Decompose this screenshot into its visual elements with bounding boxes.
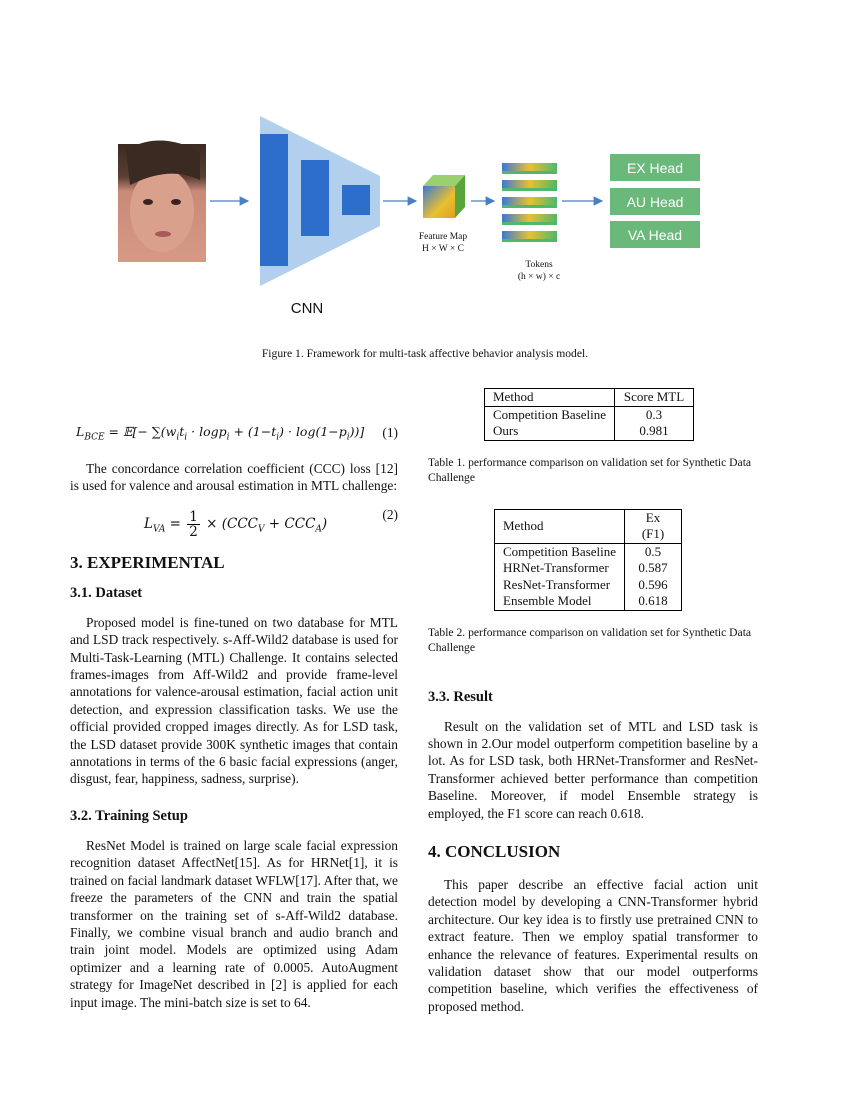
cnn-block (260, 116, 380, 286)
table-row (495, 543, 682, 560)
tokens-stack (502, 163, 557, 242)
table-cell: Competition Baseline (495, 543, 625, 560)
token-bar (502, 231, 557, 242)
feature-map-label: Feature Map (418, 232, 468, 242)
table-cell: 0.981 (615, 423, 694, 440)
section-4-heading: 4. CONCLUSION (428, 841, 561, 861)
ccc-paragraph: The concordance correlation coefficient (CCC) loss [12] is used for valence and arousal estimation in MTL challenge: (70, 461, 398, 494)
result-paragraph: Result on the validation set of MTL and LSD task is shown in 2.Our model outperform competition baseline by a lot. As for LSD task, both HRNet-Transformer and ResNet-Transformer achieved better performance than competition Baseline. Moreover, if model Ensemble strategy is employed, the F1 score can reach 0.618. (428, 718, 758, 821)
equation-2-number: (2) (382, 506, 398, 522)
table-cell: Ours (485, 423, 615, 440)
equation-2-body: $L_{VA}$ = $\frac{1}{2}$ × $(CCC_V + CCC_A)$ (144, 508, 328, 540)
feature-map-cube (423, 175, 465, 218)
table-row (495, 577, 682, 594)
va-head (610, 221, 700, 248)
table-cell: 0.3 (615, 406, 694, 423)
table-1 (484, 388, 694, 441)
section-3-heading: 3. EXPERIMENTAL (70, 552, 225, 572)
section-3-2-heading: 3.2. Training Setup (70, 807, 188, 824)
au-head (610, 188, 700, 215)
right-column (428, 388, 758, 1015)
equation-1-number: (1) (382, 425, 398, 440)
table-2-header-method: Method (495, 509, 625, 543)
table-2 (494, 509, 682, 611)
ex-head-label: EX Head (626, 160, 684, 176)
token-bar (502, 214, 557, 225)
dataset-paragraph: Proposed model is fine-tuned on two database for MTL and LSD track respectively. s-Aff-Wild2 database is used for Multi-Task-Learning (MTL) Challenge. It contains selected frames-images from Aff-Wild2 and provide frame-level annotations for valence-arousal estimation, facial action unit detection, and expression classification tasks. We use the official provided cropped images directly. As for LSD task, the LSD dataset provide 300K synthetic images that contain annotations in terms of the 6 basic facial expressions (anger, disgust, fear, happiness, sadness, surprise). (70, 614, 398, 787)
equation-1-body: $L_{BCE}$ = 𝔼[− $\sum(w_it_i \cdot \log p_i + (1-t_i) \cdot \log(1-p_i))$] (76, 424, 365, 443)
table-row (485, 423, 694, 440)
equation-2 (70, 499, 398, 539)
table-cell: Ensemble Model (495, 593, 625, 610)
conclusion-paragraph: This paper describe an effective facial action unit detection model by developing a CNN-Transformer hybrid architecture. Our key idea is to firstly use pretrained CNN to extract feature. Then we employ spatial transformer to enhance the relevance of features. Experimental results on validation dataset show that our model outperforms competition baseline, which verifies the effectiveness of proposed method. (428, 876, 758, 1014)
table-1-header-score: Score MTL (615, 389, 694, 407)
feature-map-dims: H × W × C (421, 244, 465, 254)
table-row (495, 593, 682, 610)
figure-caption: Figure 1. Framework for multi-task affective behavior analysis model. (261, 347, 589, 360)
cnn-label: CNN (290, 300, 324, 317)
table-2-header-ex: Ex (F1) (625, 509, 682, 543)
section-3-3-heading: 3.3. Result (428, 688, 493, 705)
table-cell: 0.5 (625, 543, 682, 560)
au-head-label: AU Head (626, 194, 684, 210)
table-cell: Competition Baseline (485, 406, 615, 423)
training-paragraph: ResNet Model is trained on large scale facial expression recognition dataset AffectNet[15]. As for HRNet[1], it is trained on facial landmark dataset WFLW[17]. After that, we freeze the parameters of the CNN and train the spatial transformer on the training set of s-Aff-Wild2 database. Finally, we combine visual branch and audio branch and train joint model. Models are optimized using Adam optimizer and a learning rate of 0.0005. AutoAugment strategy for ImageNet described in [2] is applied for each input image. The mini-batch size is set to 64. (70, 837, 398, 1010)
table-cell: ResNet-Transformer (495, 577, 625, 594)
va-head-label: VA Head (627, 227, 683, 243)
equation-1 (70, 420, 398, 446)
table-cell: HRNet-Transformer (495, 560, 625, 577)
framework-diagram (110, 110, 730, 330)
table-cell: 0.587 (625, 560, 682, 577)
tokens-label: Tokens (525, 260, 553, 270)
framework-figure (110, 110, 730, 330)
token-bar (502, 197, 557, 208)
table-1-caption: Table 1. performance comparison on validation set for Synthetic Data Challenge (428, 455, 752, 484)
section-3-1-heading: 3.1. Dataset (70, 584, 143, 601)
input-face-image (118, 140, 206, 262)
table-row (495, 560, 682, 577)
table-cell: 0.596 (625, 577, 682, 594)
table-cell: 0.618 (625, 593, 682, 610)
left-column (70, 420, 398, 1011)
token-bar (502, 180, 557, 191)
ex-head (610, 154, 700, 181)
table-row (485, 406, 694, 423)
table-2-caption: Table 2. performance comparison on validation set for Synthetic Data Challenge (428, 625, 752, 654)
table-1-header-method: Method (485, 389, 615, 407)
tokens-dims: (h × w) × c (517, 272, 561, 282)
token-bar (502, 163, 557, 174)
